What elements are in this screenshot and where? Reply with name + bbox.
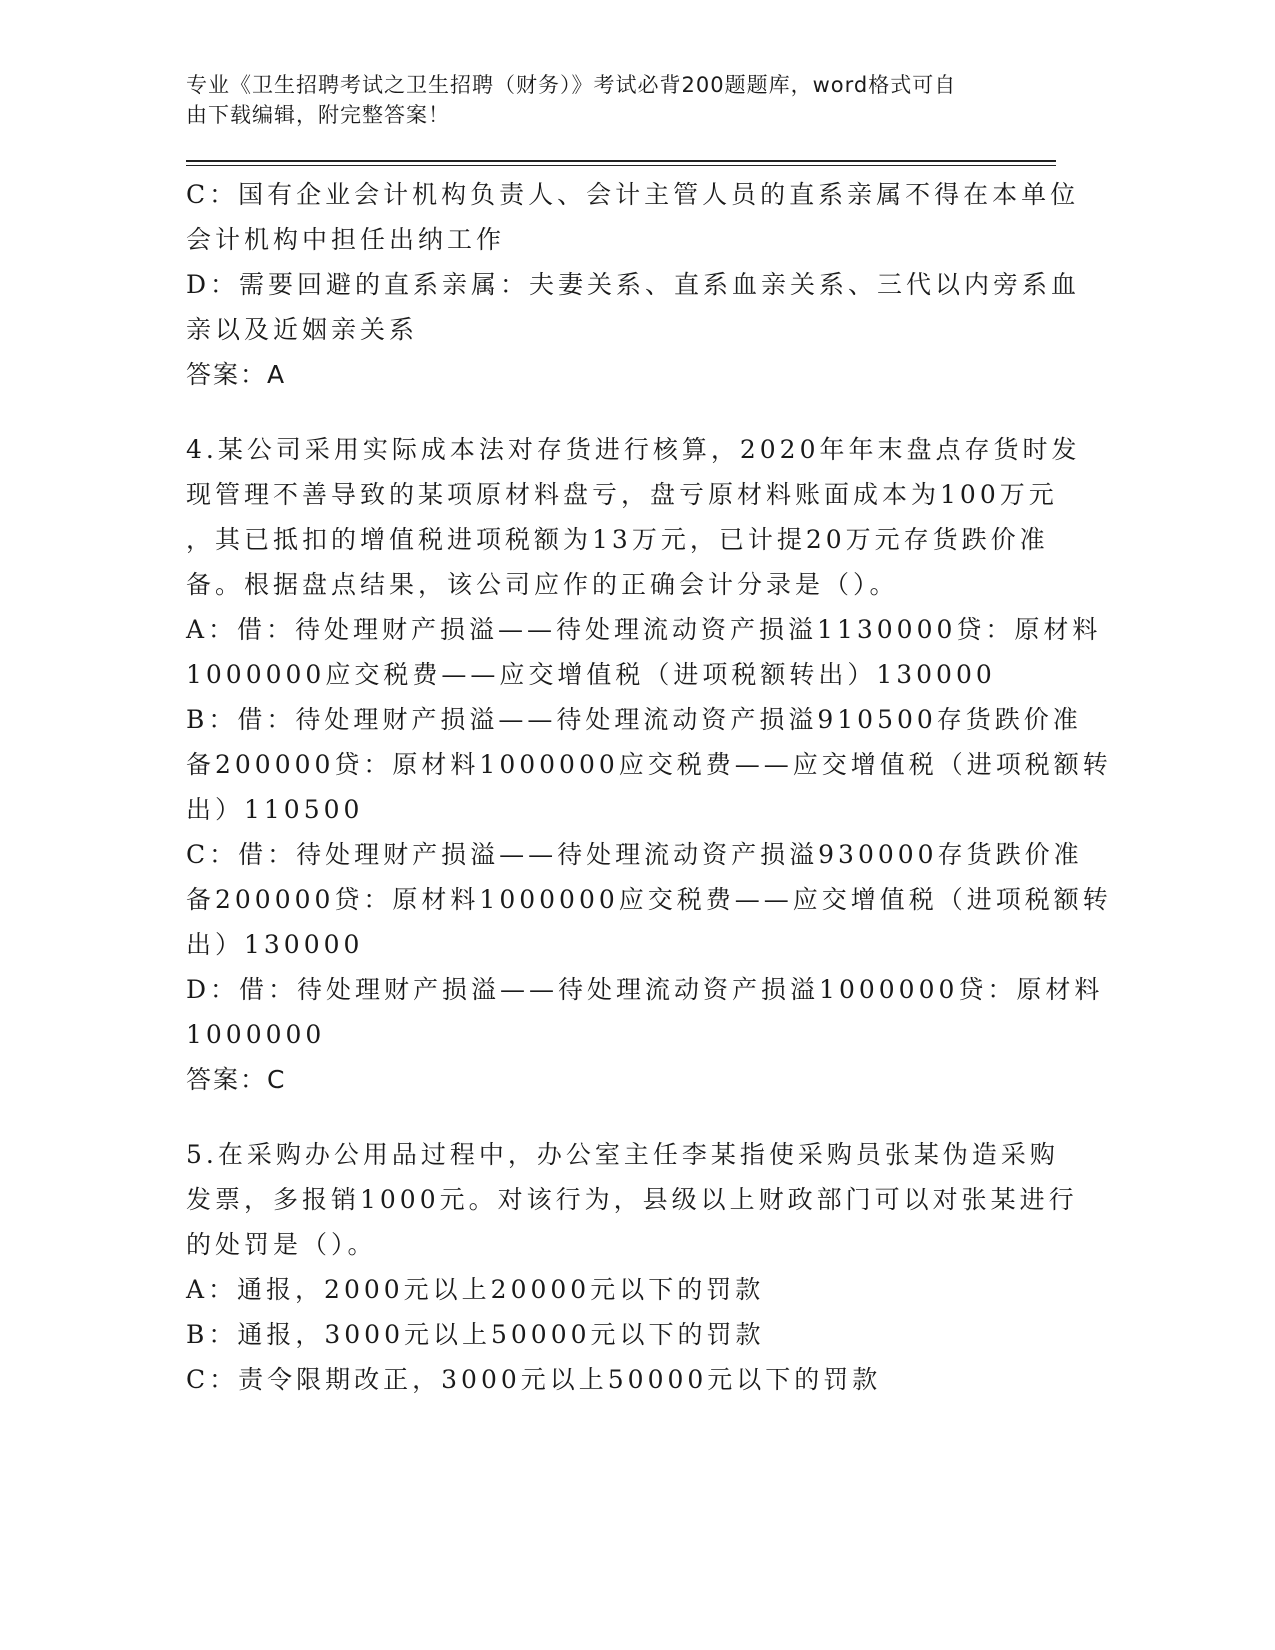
header-line-2: 由下载编辑，附完整答案！	[186, 103, 450, 127]
answer-text: 答案：A	[186, 360, 287, 389]
question-stem: 的处罚是（）。	[186, 1230, 377, 1259]
option-a-text: 1000000应交税费——应交增值税（进项税额转出）130000	[186, 660, 996, 689]
option-a-text: A：通报，2000元以上20000元以下的罚款	[186, 1275, 765, 1304]
document-page	[186, 70, 1112, 1402]
document-body	[186, 172, 1112, 1402]
question-stem: 现管理不善导致的某项原材料盘亏，盘亏原材料账面成本为100万元	[186, 480, 1058, 509]
header-rule	[186, 160, 1056, 162]
header-line-1: 专业《卫生招聘考试之卫生招聘（财务）》考试必背200题题库，word格式可自	[186, 73, 957, 97]
question-stem: 发票，多报销1000元。对该行为，县级以上财政部门可以对张某进行	[186, 1185, 1078, 1214]
question-stem: 5.在采购办公用品过程中，办公室主任李某指使采购员张某伪造采购	[186, 1140, 1059, 1169]
option-b-text: B：借：待处理财产损溢——待处理流动资产损溢910500存货跌价准	[186, 705, 1082, 734]
question-stem: 备。根据盘点结果，该公司应作的正确会计分录是（）。	[186, 570, 899, 599]
option-c-text: 出）130000	[186, 930, 364, 959]
option-b-text: B：通报，3000元以上50000元以下的罚款	[186, 1320, 765, 1349]
option-c-text: C：借：待处理财产损溢——待处理流动资产损溢930000存货跌价准	[186, 840, 1083, 869]
answer-text: 答案：C	[186, 1065, 287, 1094]
option-c-text: 会计机构中担任出纳工作	[186, 225, 506, 254]
question-stem: ，其已抵扣的增值税进项税额为13万元，已计提20万元存货跌价准	[186, 525, 1049, 554]
option-b-text: 出）110500	[186, 795, 364, 824]
option-c-text: C：国有企业会计机构负责人、会计主管人员的直系亲属不得在本单位	[186, 180, 1080, 209]
option-d-text: 1000000	[186, 1020, 326, 1049]
option-d-text: D：借：待处理财产损溢——待处理流动资产损溢1000000贷：原材料	[186, 975, 1104, 1004]
option-c-text: C：责令限期改正，3000元以上50000元以下的罚款	[186, 1365, 882, 1394]
question-3-tail	[186, 172, 1081, 397]
question-stem: 4.某公司采用实际成本法对存货进行核算，2020年年末盘点存货时发	[186, 435, 1081, 464]
header-rule-thin	[186, 165, 1056, 166]
option-b-text: 备200000贷：原材料1000000应交税费——应交增值税（进项税额转	[186, 750, 1112, 779]
option-a-text: A：借：待处理财产损溢——待处理流动资产损溢1130000贷：原材料	[186, 615, 1102, 644]
question-5	[186, 1132, 1078, 1402]
question-4	[186, 427, 1112, 1102]
option-d-text: 亲以及近姻亲关系	[186, 315, 419, 344]
option-c-text: 备200000贷：原材料1000000应交税费——应交增值税（进项税额转	[186, 885, 1112, 914]
document-header	[186, 70, 1056, 130]
option-d-text: D：需要回避的直系亲属：夫妻关系、直系血亲关系、三代以内旁系血	[186, 270, 1081, 299]
